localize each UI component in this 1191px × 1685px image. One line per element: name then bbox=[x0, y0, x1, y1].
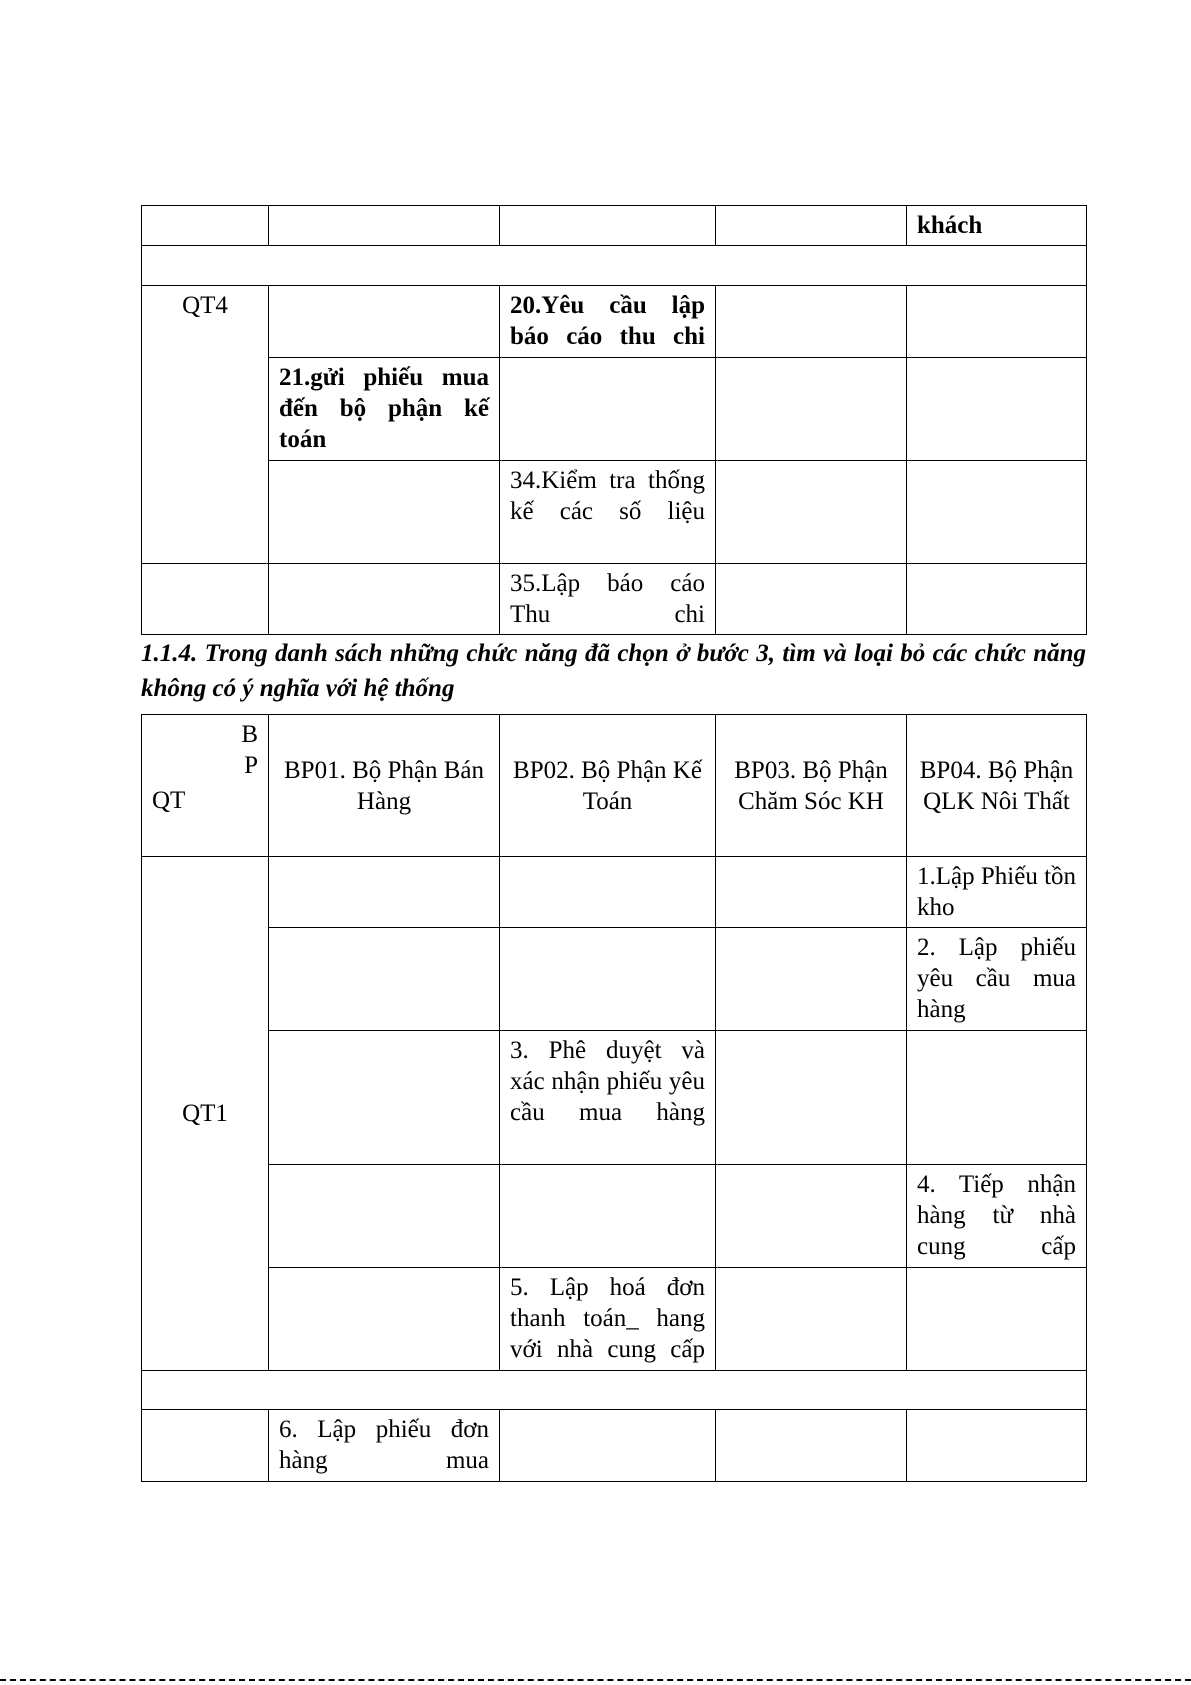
cell bbox=[500, 1410, 716, 1482]
section-heading: 1.1.4. Trong danh sách những chức năng đã chọn ở bước 3, tìm và loại bỏ các chức năng không có ý nghĩa với hệ thống bbox=[141, 640, 1086, 702]
cell bbox=[269, 1268, 500, 1371]
cell bbox=[269, 1031, 500, 1165]
cell bbox=[500, 1165, 716, 1268]
header-bp02: BP02. Bộ Phận Kế Toán bbox=[500, 715, 716, 857]
cell bbox=[716, 1031, 907, 1165]
cell bbox=[907, 358, 1087, 461]
corner-b: B bbox=[241, 721, 258, 748]
cell bbox=[907, 286, 1087, 358]
corner-p: P bbox=[244, 752, 258, 779]
cell bbox=[907, 461, 1087, 564]
step-21: 21.gửi phiếu mua đến bộ phận kế toán bbox=[269, 358, 500, 461]
step-5: 5. Lập hoá đơn thanh toán_ hang với nhà cung cấp bbox=[500, 1268, 716, 1371]
cell bbox=[500, 857, 716, 928]
cell bbox=[716, 358, 907, 461]
process-qt1: QT1 bbox=[142, 857, 269, 1371]
cell bbox=[907, 1410, 1087, 1482]
cell bbox=[269, 206, 500, 246]
page-footer-rule bbox=[0, 1679, 1191, 1681]
step-6: 6. Lập phiếu đơn hàng mua bbox=[269, 1410, 500, 1482]
step-3: 3. Phê duyệt và xác nhận phiếu yêu cầu mua hàng bbox=[500, 1031, 716, 1165]
step-2: 2. Lập phiếu yêu cầu mua hàng bbox=[907, 928, 1087, 1031]
header-bp03: BP03. Bộ Phận Chăm Sóc KH bbox=[716, 715, 907, 857]
step-20: 20.Yêu cầu lập báo cáo thu chi bbox=[500, 286, 716, 358]
function-table-qt4 bbox=[141, 205, 1087, 635]
process-qt4: QT4 bbox=[142, 286, 269, 564]
cell bbox=[269, 1165, 500, 1268]
cell bbox=[500, 928, 716, 1031]
cell bbox=[716, 928, 907, 1031]
cell bbox=[716, 857, 907, 928]
cell bbox=[269, 461, 500, 564]
cell bbox=[142, 206, 269, 246]
cell bbox=[716, 286, 907, 358]
cell bbox=[269, 564, 500, 635]
step-34: 34.Kiểm tra thống kế các số liệu bbox=[500, 461, 716, 564]
blank-row bbox=[142, 1371, 1087, 1410]
header-bp04: BP04. Bộ Phận QLK Nôi Thất bbox=[907, 715, 1087, 857]
cell bbox=[716, 1410, 907, 1482]
cell bbox=[716, 1268, 907, 1371]
step-4: 4. Tiếp nhận hàng từ nhà cung cấp bbox=[907, 1165, 1087, 1268]
cell bbox=[716, 1165, 907, 1268]
cell bbox=[142, 1410, 269, 1482]
cell-khach: khách bbox=[907, 206, 1087, 246]
cell bbox=[269, 928, 500, 1031]
cell bbox=[500, 358, 716, 461]
header-bp01: BP01. Bộ Phận Bán Hàng bbox=[269, 715, 500, 857]
step-35: 35.Lập báo cáo Thu chi bbox=[500, 564, 716, 635]
cell bbox=[907, 564, 1087, 635]
cell bbox=[500, 206, 716, 246]
cell bbox=[269, 286, 500, 358]
cell bbox=[269, 857, 500, 928]
cell bbox=[907, 1268, 1087, 1371]
cell bbox=[716, 206, 907, 246]
blank-row bbox=[142, 246, 1087, 286]
cell bbox=[716, 564, 907, 635]
step-1: 1.Lập Phiếu tồn kho bbox=[907, 857, 1087, 928]
cell bbox=[716, 461, 907, 564]
function-table-bp bbox=[141, 714, 1087, 1482]
cell bbox=[907, 1031, 1087, 1165]
cell bbox=[142, 564, 269, 635]
corner-qt: QT bbox=[152, 787, 186, 814]
corner-header bbox=[142, 715, 269, 857]
